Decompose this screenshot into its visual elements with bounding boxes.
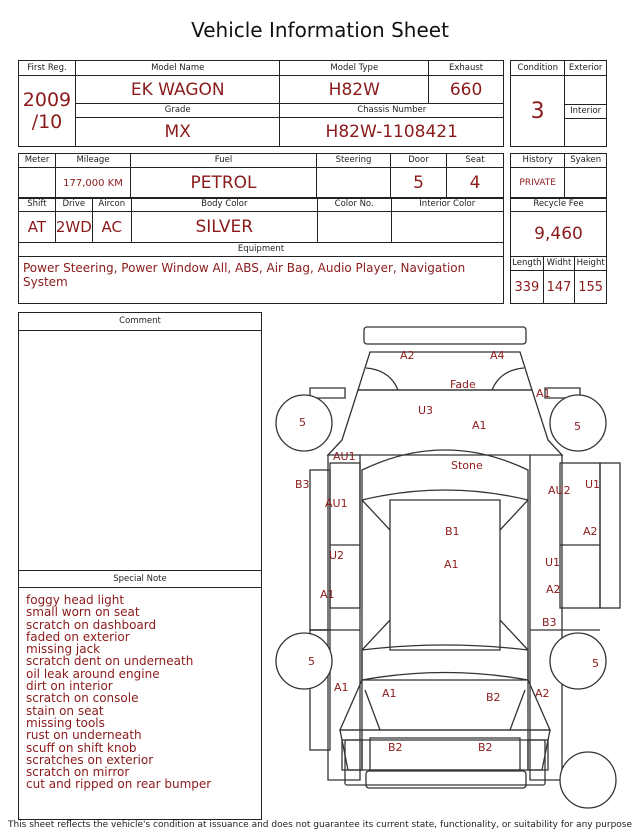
- special-note-list: [19, 588, 261, 791]
- special-note-item: dirt on interior: [26, 679, 113, 694]
- mark-left-side: B3: [295, 478, 310, 491]
- mark-hood: Fade: [450, 378, 476, 391]
- color-no-value: [317, 212, 391, 243]
- mark-roof-rear: A1: [444, 558, 459, 571]
- condition-label: Condition: [511, 61, 565, 76]
- specs-table-2: [18, 197, 504, 304]
- mark-wheel-rl: 5: [308, 655, 315, 668]
- seat-value: 4: [447, 168, 504, 199]
- page-title: Vehicle Information Sheet: [191, 18, 449, 42]
- interior-label: Interior: [565, 105, 607, 119]
- special-note-label: Special Note: [19, 571, 261, 589]
- mark-bumper-left: B2: [388, 741, 403, 754]
- model-name-label: Model Name: [75, 61, 280, 76]
- mark-right-side: U1: [585, 478, 601, 491]
- grade-label: Grade: [75, 104, 280, 118]
- interior-color-label: Interior Color: [391, 198, 503, 212]
- special-note-item: oil leak around engine: [26, 666, 160, 681]
- special-note-item: missing jack: [26, 642, 101, 657]
- mark-right-rear-quarter: B3: [542, 616, 557, 629]
- mark-left-rear-corner: A1: [334, 681, 349, 694]
- shift-value: AT: [19, 212, 56, 243]
- mark-right-door-rear-2: A2: [546, 583, 561, 596]
- mark-wheel-rr: 5: [592, 657, 599, 670]
- syaken-value: [565, 168, 607, 199]
- special-note-item: scratch dent on underneath: [26, 654, 194, 669]
- mark-left-door-front: AU1: [325, 497, 348, 510]
- side-table: [510, 153, 607, 199]
- rear-hatch-shape: [340, 680, 550, 730]
- length-value: 339: [511, 271, 544, 304]
- chassis-number: H82W-1108421: [280, 118, 504, 147]
- specs-table: [18, 153, 504, 199]
- mark-right-door-rear: U1: [545, 556, 561, 569]
- first-reg-month: /10: [31, 111, 63, 133]
- special-note-item: cut and ripped on rear bumper: [26, 777, 212, 792]
- special-note-item: stain on seat: [26, 703, 104, 718]
- mark-front-right-corner: A1: [536, 387, 551, 400]
- steering-value: [317, 168, 391, 199]
- history-value: PRIVATE: [511, 168, 565, 199]
- special-note-item: rust on underneath: [26, 728, 142, 743]
- model-type: H82W: [280, 76, 429, 104]
- front-bumper-shape: [364, 327, 526, 344]
- width-label: Widht: [543, 257, 574, 271]
- fuel-label: Fuel: [131, 154, 317, 168]
- meter-value: [19, 168, 56, 199]
- meter-label: Meter: [19, 154, 56, 168]
- header-table: [18, 60, 504, 147]
- special-note-item: small worn on seat: [26, 605, 140, 620]
- model-name: EK WAGON: [75, 76, 280, 104]
- mark-roof: B1: [445, 525, 460, 538]
- aircon-label: Aircon: [92, 198, 131, 212]
- mark-left-pillar: AU1: [333, 450, 356, 463]
- special-note-item: foggy head light: [26, 593, 125, 607]
- height-value: 155: [575, 271, 607, 304]
- width-value: 147: [543, 271, 574, 304]
- spare-wheel: [560, 752, 616, 808]
- shift-label: Shift: [19, 198, 56, 212]
- mark-rear-left: A1: [382, 687, 397, 700]
- exterior-label: Exterior: [565, 61, 607, 76]
- comment-label: Comment: [19, 313, 261, 331]
- height-label: Height: [575, 257, 607, 271]
- special-note-item: missing tools: [26, 715, 105, 730]
- syaken-label: Syaken: [565, 154, 607, 168]
- body-color-value: SILVER: [131, 212, 317, 243]
- windshield-shape: [362, 450, 528, 500]
- drive-label: Drive: [55, 198, 92, 212]
- fuel-value: PETROL: [131, 168, 317, 199]
- mark-left-rear-quarter: A1: [320, 588, 335, 601]
- mark-rear-right: B2: [486, 691, 501, 704]
- mark-hood-right: A1: [472, 419, 487, 432]
- first-reg-label: First Reg.: [19, 61, 76, 76]
- equipment-value: Power Steering, Power Window All, ABS, Air Bag, Audio Player, Navigation System: [19, 257, 504, 304]
- special-note-item: faded on exterior: [26, 629, 130, 644]
- door-label: Door: [391, 154, 447, 168]
- history-label: History: [511, 154, 565, 168]
- condition-table: [510, 60, 607, 147]
- comment-panel: [18, 312, 262, 820]
- exterior-value: [565, 76, 607, 105]
- mileage-label: Mileage: [56, 154, 131, 168]
- drive-value: 2WD: [55, 212, 92, 243]
- exhaust: 660: [429, 76, 504, 104]
- seat-label: Seat: [447, 154, 504, 168]
- special-note-item: scratch on console: [26, 691, 139, 706]
- exhaust-label: Exhaust: [429, 61, 504, 76]
- mark-front-left: A2: [400, 349, 415, 362]
- roof-shape: [390, 500, 500, 650]
- mark-wheel-fr: 5: [574, 420, 581, 433]
- mark-rear-right-corner: A2: [535, 687, 550, 700]
- recycle-value: 9,460: [511, 212, 607, 257]
- front-panel-shape: [358, 352, 532, 390]
- mark-bumper-right: B2: [478, 741, 493, 754]
- door-value: 5: [391, 168, 447, 199]
- first-reg-year: 2009: [22, 89, 72, 111]
- recycle-label: Recycle Fee: [511, 198, 607, 212]
- car-damage-diagram: [270, 320, 640, 820]
- mark-windshield: Stone: [451, 459, 483, 472]
- comment-body: [19, 331, 261, 571]
- aircon-value: AC: [92, 212, 131, 243]
- mark-hood-left: U3: [418, 404, 434, 417]
- first-reg-value: [19, 76, 76, 147]
- mark-right-door-front: AU2: [548, 484, 571, 497]
- footer-disclaimer: This sheet reflects the vehicle's condition at issuance and does not guarantee its current state, functionality, or suitability for any purpose: [7, 820, 633, 830]
- interior-value: [565, 119, 607, 147]
- steering-label: Steering: [317, 154, 391, 168]
- special-note-item: scratch on mirror: [26, 765, 130, 780]
- mark-right-side-2: A2: [583, 525, 598, 538]
- color-no-label: Color No.: [317, 198, 391, 212]
- grade: MX: [75, 118, 280, 147]
- chassis-label: Chassis Number: [280, 104, 504, 118]
- special-note-item: scratches on exterior: [26, 752, 154, 767]
- model-type-label: Model Type: [280, 61, 429, 76]
- mileage-value: 177,000 KM: [56, 168, 131, 199]
- special-note-item: scratch on dashboard: [26, 617, 157, 632]
- condition-value: 3: [511, 76, 565, 147]
- interior-color-value: [391, 212, 503, 243]
- recycle-table: [510, 197, 607, 304]
- special-note-item: scuff on shift knob: [26, 740, 137, 755]
- mark-left-door-rear: U2: [329, 549, 345, 562]
- body-color-label: Body Color: [131, 198, 317, 212]
- mark-wheel-fl: 5: [299, 416, 306, 429]
- length-label: Length: [511, 257, 544, 271]
- hood-shape: [328, 390, 562, 455]
- equipment-label: Equipment: [19, 243, 504, 257]
- wheel-rear-left: [276, 633, 332, 689]
- mark-front-right: A4: [490, 349, 505, 362]
